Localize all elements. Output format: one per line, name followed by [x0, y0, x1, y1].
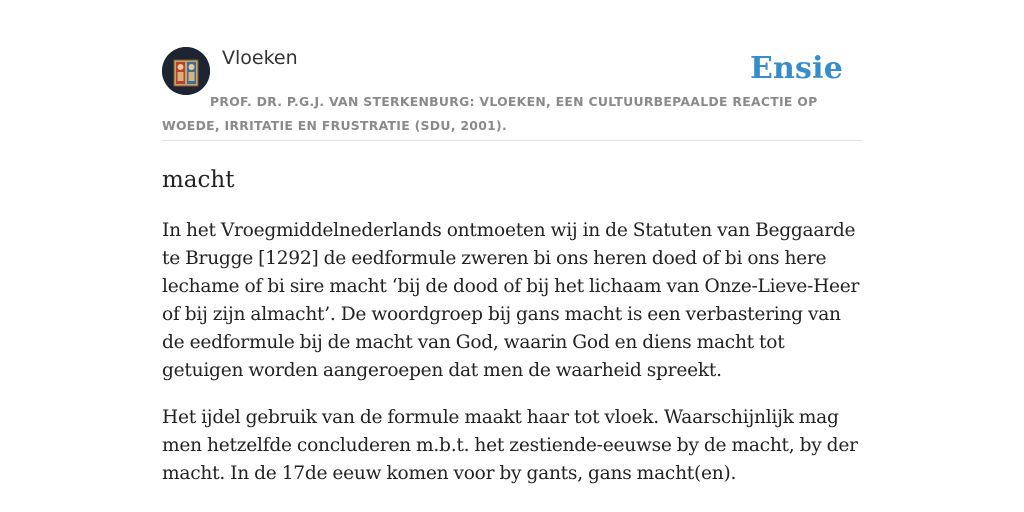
- avatar[interactable]: [162, 47, 210, 95]
- book-cover-icon: [162, 47, 210, 95]
- page: [162, 0, 862, 488]
- headword: macht: [162, 167, 235, 193]
- entry-paragraph: Het ijdel gebruik van de formule maakt haar tot vloek. Waarschijnlijk mag men hetzelfde concluderen m.b.t. het zestiende-eeuwse by de macht, by der macht. In de 17de eeuw komen voor by gants, gans macht(en).: [162, 407, 858, 484]
- entry: [162, 165, 862, 488]
- source-citation: PROF. DR. P.G.J. VAN STERKENBURG: VLOEKEN, EEN CULTUURBEPAALDE REACTIE OP WOEDE, IRRITATIE EN FRUSTRATIE (SDU, 2001).: [162, 94, 818, 133]
- header: [162, 0, 862, 141]
- entry-paragraph: In het Vroegmiddelnederlands ontmoeten wij in de Statuten van Beggaarde te Brugge [1292] de eedformule zweren bi ons heren doed of bi ons here lechame of bi sire macht ‘bij de dood of bij het lichaam van Onze-Lieve-Heer of bij zijn almacht’. De woordgroep bij gans macht is een verbastering van de eedformule bij de macht van God, waarin God en diens macht tot getuigen worden aangeroepen dat men de waarheid spreekt.: [162, 220, 860, 381]
- brand-logo[interactable]: Ensie: [749, 51, 843, 86]
- book-title[interactable]: Vloeken: [222, 47, 298, 69]
